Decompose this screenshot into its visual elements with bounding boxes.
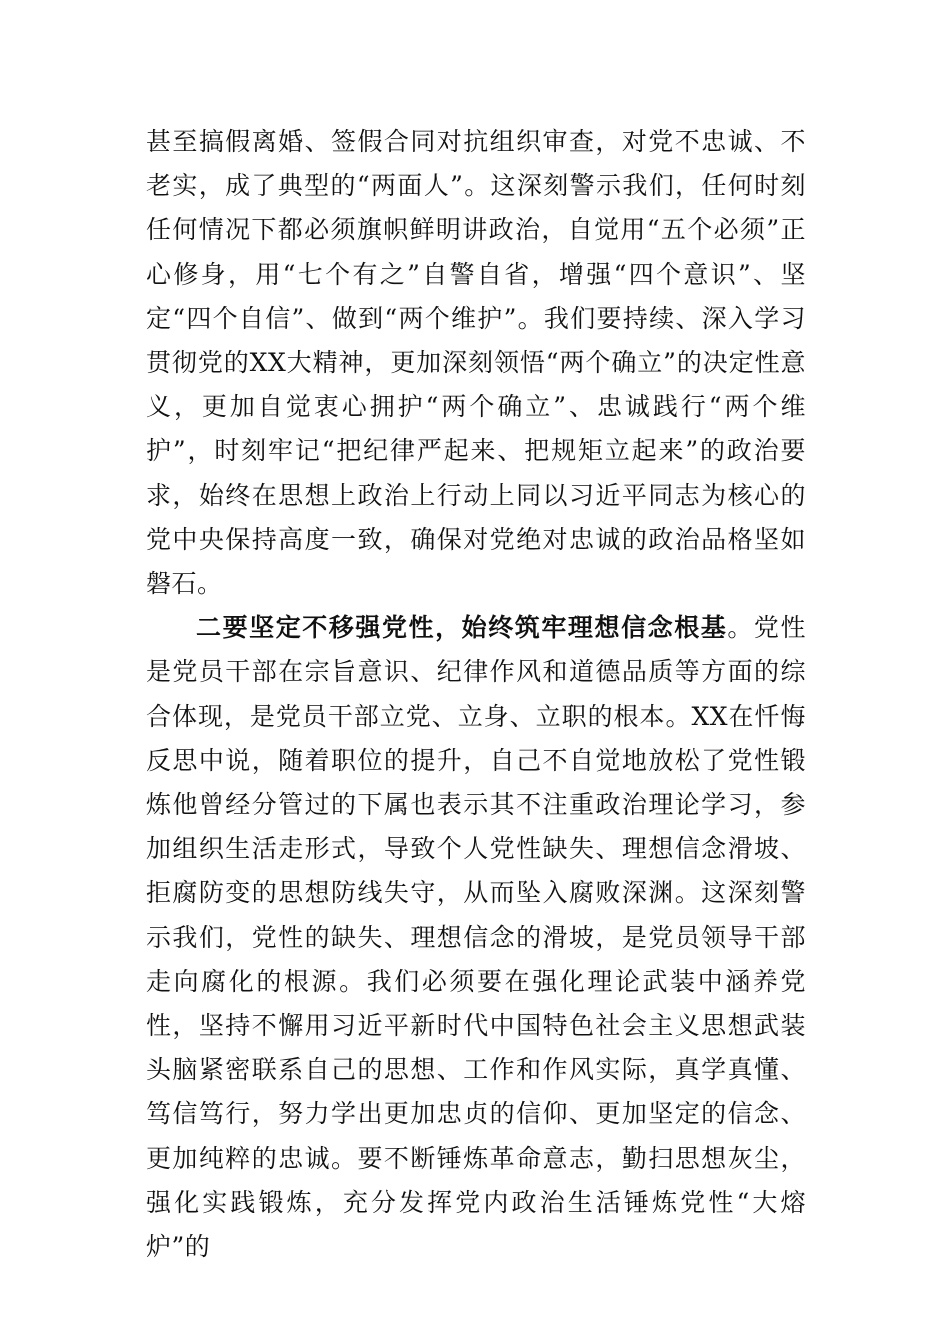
paragraph-2-heading: 二要坚定不移强党性，始终筑牢理想信念根基 — [196, 613, 728, 643]
paragraph-2 — [146, 606, 806, 1269]
document-body — [146, 120, 806, 1269]
paragraph-1-text: 甚至搞假离婚、签假合同对抗组织审查，对党不忠诚、不老实，成了典型的“两面人”。这深刻警示我们，任何时刻任何情况下都必须旗帜鲜明讲政治，自觉用“五个必须”正心修身，用“七个有之”自警自省，增强“四个意识”、坚定“四个自信”、做到“两个维护”。我们要持续、深入学习贯彻党的XX大精神，更加深刻领悟“两个确立”的决定性意义，更加自觉衷心拥护“两个确立”、忠诚践行“两个维护”，时刻牢记“把纪律严起来、把规矩立起来”的政治要求，始终在思想上政治上行动上同以习近平同志为核心的党中央保持高度一致，确保对党绝对忠诚的政治品格坚如磐石。 — [146, 127, 806, 599]
paragraph-1 — [146, 120, 806, 606]
paragraph-2-text: 。党性是党员干部在宗旨意识、纪律作风和道德品质等方面的综合体现，是党员干部立党、立身、立职的根本。XX在忏悔反思中说，随着职位的提升，自己不自觉地放松了党性锻炼他曾经分管过的下属也表示其不注重政治理论学习，参加组织生活走形式，导致个人党性缺失、理想信念滑坡、拒腐防变的思想防线失守，从而坠入腐败深渊。这深刻警示我们，党性的缺失、理想信念的滑坡，是党员领导干部走向腐化的根源。我们必须要在强化理论武装中涵养党性，坚持不懈用习近平新时代中国特色社会主义思想武装头脑紧密联系自己的思想、工作和作风实际，真学真懂、笃信笃行，努力学出更加忠贞的信仰、更加坚定的信念、更加纯粹的忠诚。要不断锤炼革命意志，勤扫思想灰尘，强化实践锻炼，充分发挥党内政治生活锤炼党性“大熔炉”的 — [146, 613, 806, 1262]
